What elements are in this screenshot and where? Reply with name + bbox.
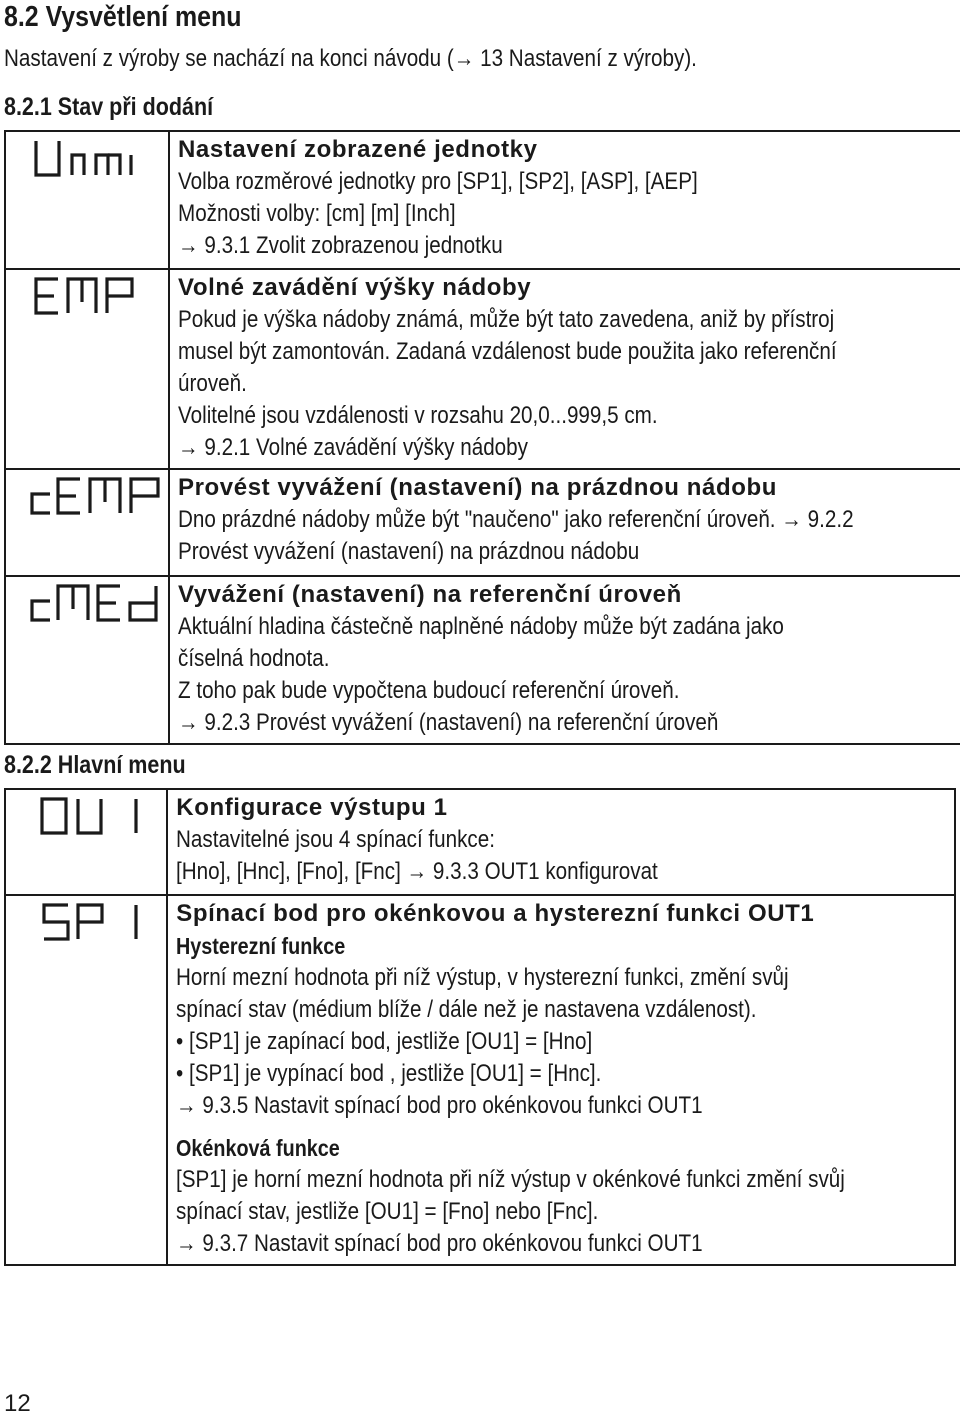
row-title: Nastavení zobrazené jednotky bbox=[178, 136, 538, 163]
row-text: [SP1] je horní mezní hodnota při níž výstup v okénkové funkci změní svůj bbox=[176, 1166, 846, 1193]
lcd-code-cmed bbox=[28, 583, 168, 623]
menu-row-emp bbox=[5, 269, 960, 469]
lcd-code-cemp bbox=[28, 476, 168, 516]
menu-row-cemp bbox=[5, 469, 960, 576]
cross-reference-link[interactable]: → 9.3.5 Nastavit spínací bod pro okénkovou funkci OUT1 bbox=[176, 1092, 703, 1119]
row-text: Pokud je výška nádoby známá, může být tato zavedena, aniž by přístroj bbox=[178, 306, 835, 333]
subsection-heading-delivery: 8.2.1 Stav při dodání bbox=[4, 93, 214, 121]
cross-reference-link[interactable]: Dno prázdné nádoby může být "naučeno" jako referenční úroveň. → 9.2.2 bbox=[178, 506, 854, 533]
row-text: Aktuální hladina částečně naplněné nádoby může být zadána jako bbox=[178, 613, 784, 640]
menu-row-uni bbox=[5, 131, 960, 269]
row-title: Volné zavádění výšky nádoby bbox=[178, 274, 532, 301]
delivery-menu-table bbox=[4, 130, 960, 745]
row-text: Provést vyvážení (nastavení) na prázdnou nádobu bbox=[178, 538, 640, 565]
page-number: 12 bbox=[4, 1390, 31, 1417]
row-text: Horní mezní hodnota při níž výstup, v hysterezní funkci, změní svůj bbox=[176, 964, 789, 991]
row-text: Nastavitelné jsou 4 spínací funkce: bbox=[176, 826, 496, 853]
lcd-code-sp1 bbox=[40, 902, 166, 942]
row-text: Volba rozměrové jednotky pro [SP1], [SP2], [ASP], [AEP] bbox=[178, 168, 698, 195]
menu-row-sp1 bbox=[5, 895, 955, 1265]
row-text: musel být zamontován. Zadaná vzdálenost bude použita jako referenční bbox=[178, 338, 837, 365]
row-title: Spínací bod pro okénkovou a hysterezní funkci OUT1 bbox=[176, 900, 815, 927]
menu-row-ou1 bbox=[5, 789, 955, 895]
row-text: Z toho pak bude vypočtena budoucí referenční úroveň. bbox=[178, 677, 680, 704]
cross-reference-link[interactable]: → 9.2.1 Volné zavádění výšky nádoby bbox=[178, 434, 528, 461]
cross-reference-link[interactable]: [Hno], [Hnc], [Fno], [Fnc] → 9.3.3 OUT1 konfigurovat bbox=[176, 858, 659, 885]
row-title: Provést vyvážení (nastavení) na prázdnou nádobu bbox=[178, 474, 777, 501]
cross-reference-link[interactable]: → 9.3.7 Nastavit spínací bod pro okénkovou funkci OUT1 bbox=[176, 1230, 703, 1257]
row-title: Konfigurace výstupu 1 bbox=[176, 794, 448, 821]
row-text: spínací stav (médium blíže / dále než je nastavena vzdálenost). bbox=[176, 996, 757, 1023]
hysteresis-subtitle: Hysterezní funkce bbox=[176, 933, 346, 959]
cross-reference-link[interactable]: → 9.3.1 Zvolit zobrazenou jednotku bbox=[178, 232, 503, 259]
lcd-code-uni bbox=[32, 138, 168, 178]
section-heading: 8.2 Vysvětlení menu bbox=[4, 1, 242, 33]
row-text: Volitelné jsou vzdálenosti v rozsahu 20,0...999,5 cm. bbox=[178, 402, 658, 429]
lcd-code-emp bbox=[32, 276, 168, 316]
row-text: Možnosti volby: [cm] [m] [Inch] bbox=[178, 200, 456, 227]
subsection-heading-main: 8.2.2 Hlavní menu bbox=[4, 751, 186, 779]
cross-reference-link[interactable]: → 9.2.3 Provést vyvážení (nastavení) na referenční úroveň bbox=[178, 709, 719, 736]
bullet-item: • [SP1] je zapínací bod, jestliže [OU1] = [Hno] bbox=[176, 1028, 593, 1055]
main-menu-table bbox=[4, 788, 956, 1266]
row-text: číselná hodnota. bbox=[178, 645, 330, 672]
row-title: Vyvážení (nastavení) na referenční úroveň bbox=[178, 581, 682, 608]
bullet-item: • [SP1] je vypínací bod , jestliže [OU1] = [Hnc]. bbox=[176, 1060, 602, 1087]
row-text: úroveň. bbox=[178, 370, 247, 397]
menu-row-cmed bbox=[5, 576, 960, 744]
lcd-code-ou1 bbox=[38, 796, 166, 836]
row-text: spínací stav, jestliže [OU1] = [Fno] nebo [Fnc]. bbox=[176, 1198, 599, 1225]
intro-paragraph: Nastavení z výroby se nachází na konci návodu (→ 13 Nastavení z výroby). bbox=[4, 45, 697, 72]
window-subtitle: Okénková funkce bbox=[176, 1135, 341, 1161]
